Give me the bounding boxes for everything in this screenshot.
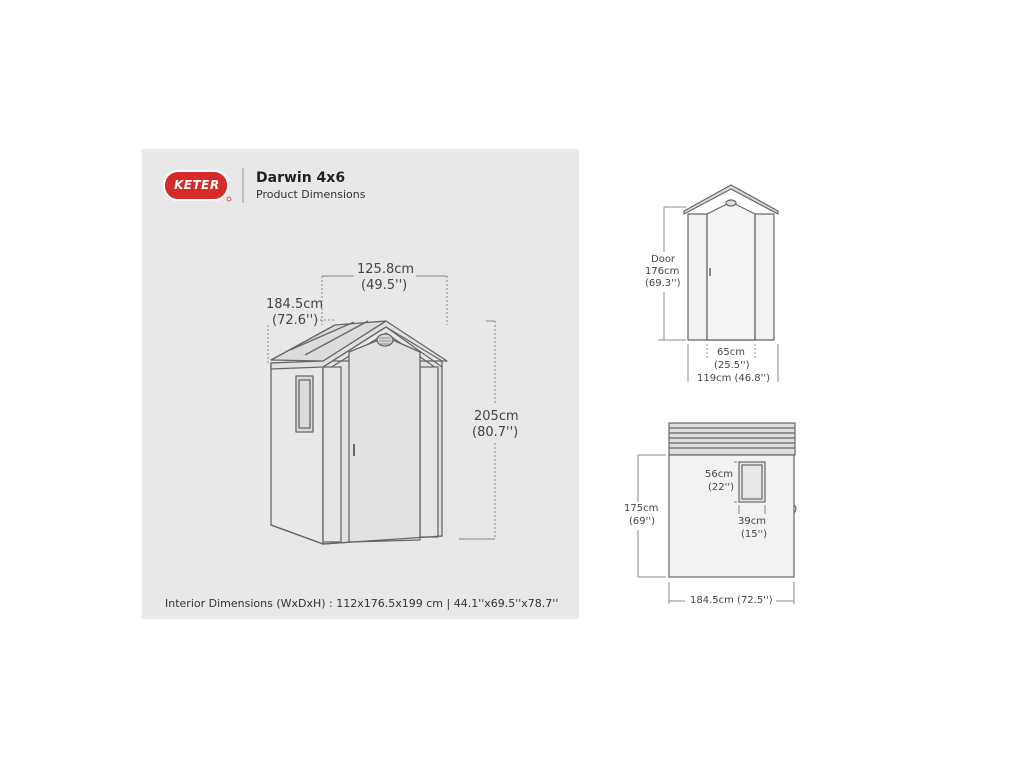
- side-height-label: 175cm: [624, 503, 659, 514]
- front-view-shed: [684, 185, 778, 340]
- window-width-label: 39cm: [738, 516, 766, 527]
- main-width-imperial: (49.5''): [361, 278, 408, 293]
- interior-dimensions-text: Interior Dimensions (WxDxH) : 112x176.5x199 cm | 44.1''x69.5''x78.7'': [165, 597, 559, 610]
- front-total-width-label: 119cm (46.8''): [697, 373, 771, 384]
- window-height-label: 56cm: [705, 469, 733, 480]
- main-shed-drawing: [271, 321, 447, 544]
- main-height-imperial: (80.7''): [472, 425, 519, 440]
- shed-door: [349, 337, 420, 542]
- keter-logo: KETER: [174, 178, 220, 192]
- door-width-imperial: (25.5''): [714, 360, 750, 371]
- side-view-window: [739, 462, 765, 502]
- front-view-door: [707, 202, 755, 340]
- window-width-imperial: (15''): [741, 529, 768, 540]
- product-title: Darwin 4x6: [256, 170, 346, 186]
- product-subtitle: Product Dimensions: [256, 188, 366, 201]
- main-depth-label: 184.5cm: [266, 297, 324, 312]
- main-height-label: 205cm: [474, 409, 519, 424]
- side-length-label: 184.5cm (72.5''): [690, 595, 773, 606]
- registered-mark-icon: [227, 197, 231, 201]
- main-width-label: 125.8cm: [357, 262, 415, 277]
- door-height-imperial: (69.3''): [645, 278, 681, 289]
- shed-corner-post: [323, 367, 341, 542]
- door-height-label: 176cm: [645, 266, 680, 277]
- door-width-label: 65cm: [717, 347, 745, 358]
- main-depth-imperial: (72.6''): [272, 313, 319, 328]
- window-height-imperial: (22''): [708, 482, 735, 493]
- side-height-imperial: (69''): [629, 516, 656, 527]
- door-label: Door: [651, 254, 676, 265]
- side-view-shed: [669, 423, 796, 577]
- shed-corner-post-right: [420, 367, 438, 537]
